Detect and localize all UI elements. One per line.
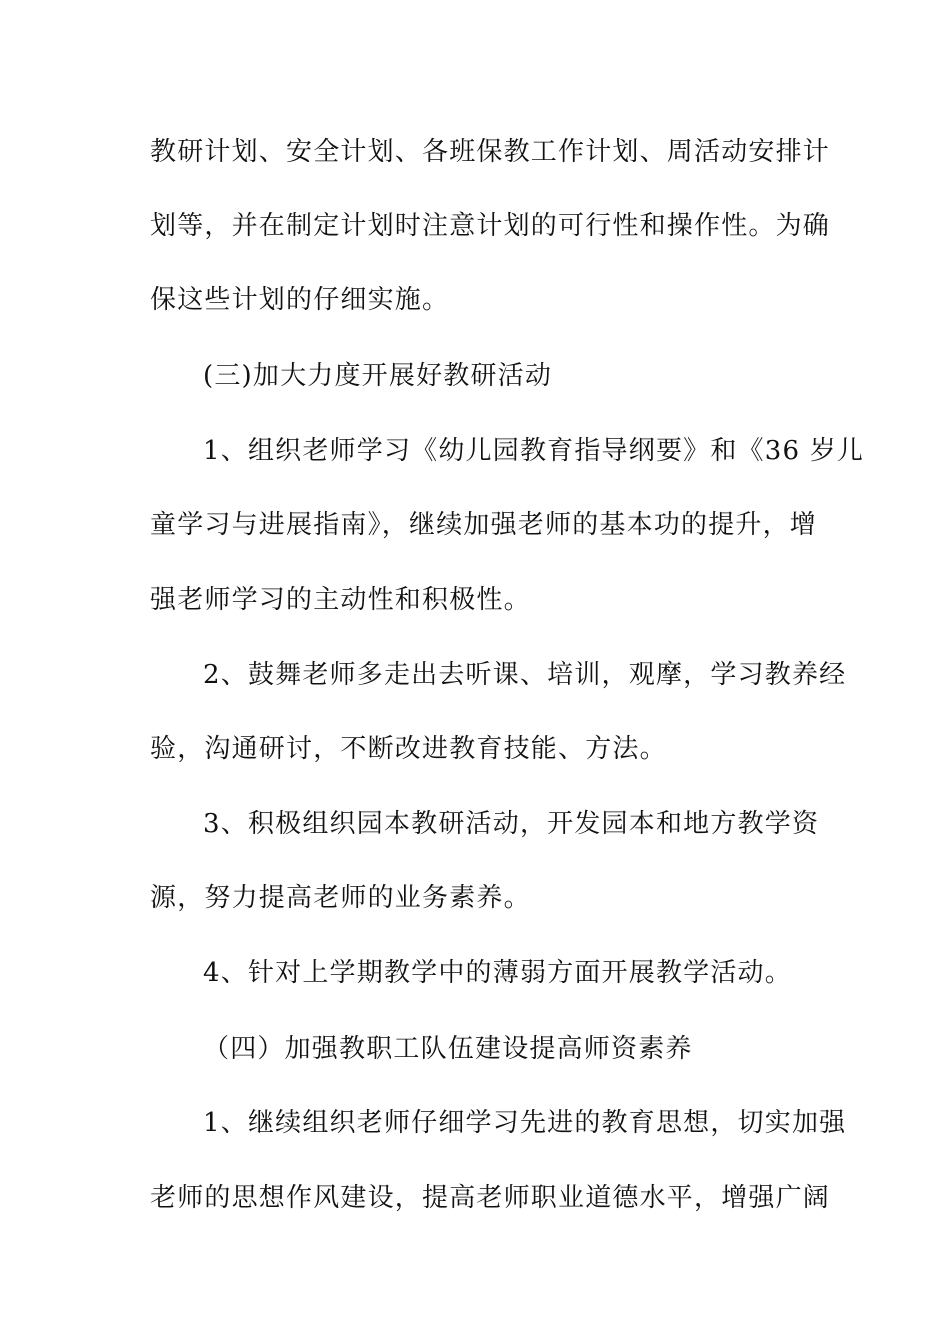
section-heading: （四）加强教职工队伍建设提高师资素养 (203, 1034, 693, 1064)
list-item-line: 强老师学习的主动性和积极性。 (150, 585, 531, 615)
list-item-line: 2、鼓舞老师多走出去听课、培训，观摩，学习教养经 (203, 660, 847, 690)
list-item-line: 1、组织老师学习《幼儿园教育指导纲要》和《36 岁儿 (203, 436, 865, 466)
list-item-line: 童学习与进展指南》，继续加强老师的基本功的提升，增 (150, 510, 818, 540)
list-item-line: 源，努力提高老师的业务素养。 (150, 883, 531, 913)
list-item-line: 3、积极组织园本教研活动，开发园本和地方教学资 (203, 809, 820, 839)
section-heading: (三)加大力度开展好教研活动 (203, 361, 553, 391)
paragraph-line: 保这些计划的仔细实施。 (150, 285, 450, 315)
paragraph-line: 划等，并在制定计划时注意计划的可行性和操作性。为确 (150, 211, 831, 241)
list-item-line: 验，沟通研讨，不断改进教育技能、方法。 (150, 734, 667, 764)
paragraph-line: 教研计划、安全计划、各班保教工作计划、周活动安排计 (150, 137, 831, 167)
list-item-line: 4、针对上学期教学中的薄弱方面开展教学活动。 (203, 958, 792, 988)
list-item-line: 1、继续组织老师仔细学习先进的教育思想，切实加强 (203, 1108, 847, 1138)
list-item-line: 老师的思想作风建设，提高老师职业道德水平，增强广阔 (150, 1183, 831, 1213)
